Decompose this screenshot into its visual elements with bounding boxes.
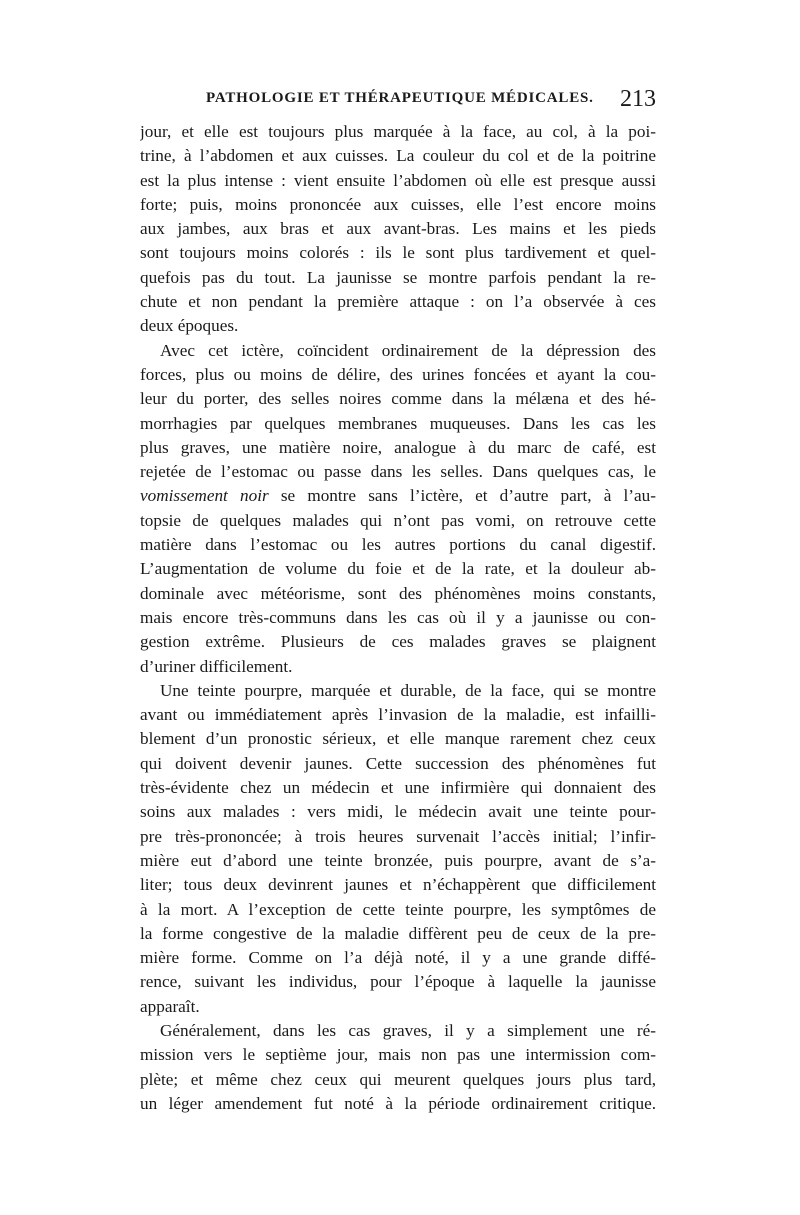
text-line: blement d’un pronostic sérieux, et elle manque rarement chez ceux [140, 729, 656, 749]
text-line: jour, et elle est toujours plus marquée à la face, au col, à la poi- [140, 122, 656, 141]
text-line: dominale avec météorisme, sont des phénomènes moins constants, [140, 583, 656, 603]
text-line: Une teinte pourpre, marquée et durable, de la face, qui se montre [160, 680, 656, 700]
text-line: d’uriner difficilement. [140, 656, 293, 676]
text-line: morrhagies par quelques membranes muqueuses. Dans les cas les [140, 413, 656, 433]
text-line: liter; tous deux devinrent jaunes et n’échappèrent que difficilement [140, 875, 656, 895]
text-line: mission vers le septième jour, mais non pas une intermission com- [140, 1045, 656, 1065]
text-line: la forme congestive de la maladie diffèrent peu de ceux de la pre- [140, 923, 656, 943]
text-line: est la plus intense : vient ensuite l’abdomen où elle est presque aussi [140, 170, 656, 190]
text-line: forces, plus ou moins de délire, des urines foncées et ayant la cou- [140, 364, 656, 384]
text-line: L’augmentation de volume du foie et de la rate, et la douleur ab- [140, 559, 656, 579]
text-line: apparaît. [140, 996, 200, 1016]
text-line: soins aux malades : vers midi, le médecin avait une teinte pour- [140, 802, 656, 822]
text-line: plus graves, une matière noire, analogue à du marc de café, est [140, 437, 656, 457]
text-line: mais encore très-communs dans les cas où il y a jaunisse ou con- [140, 607, 656, 627]
text-line: un léger amendement fut noté à la période ordinairement critique. [140, 1093, 656, 1113]
text-line: qui doivent devenir jaunes. Cette succession des phénomènes fut [140, 753, 656, 773]
text-line: Avec cet ictère, coïncident ordinairement de la dépression des [160, 340, 656, 360]
text-line: deux époques. [140, 316, 239, 336]
text-line: chute et non pendant la première attaque : on l’a observée à ces [140, 292, 656, 312]
text-line: Généralement, dans les cas graves, il y a simplement une ré- [160, 1020, 656, 1040]
page-header [140, 88, 656, 114]
body-text [140, 120, 656, 1116]
text-line: leur du porter, des selles noires comme dans la mélæna et des hé- [140, 389, 656, 409]
text-line: forte; puis, moins prononcée aux cuisses, elle l’est encore moins [140, 194, 656, 214]
text-line: à la mort. A l’exception de cette teinte pourpre, les symptômes de [140, 899, 656, 919]
text-line: rejetée de l’estomac ou passe dans les selles. Dans quelques cas, le [140, 462, 656, 482]
text-line: topsie de quelques malades qui n’ont pas vomi, on retrouve cette [140, 510, 656, 530]
text-line: mière forme. Comme on l’a déjà noté, il y a une grande diffé- [140, 948, 656, 968]
text-line: mière eut d’abord une teinte bronzée, puis pourpre, avant de s’a- [140, 850, 656, 870]
text-line: rence, suivant les individus, pour l’époque à laquelle la jaunisse [140, 972, 656, 992]
text-line: aux jambes, aux bras et aux avant-bras. Les mains et les pieds [140, 219, 656, 239]
text-line: pre très-prononcée; à trois heures survenait l’accès initial; l’infir- [140, 826, 656, 846]
text-line: gestion extrême. Plusieurs de ces malades graves se plaignent [140, 632, 656, 652]
running-title: PATHOLOGIE ET THÉRAPEUTIQUE MÉDICALES. [206, 90, 594, 106]
text-line: matière dans l’estomac ou les autres portions du canal digestif. [140, 535, 656, 555]
text-line: avant ou immédiatement après l’invasion de la maladie, est infailli- [140, 705, 656, 725]
text-line: quefois pas du tout. La jaunisse se montre parfois pendant la re- [140, 267, 656, 287]
text-line: très-évidente chez un médecin et une infirmière qui donnaient des [140, 778, 656, 798]
page-number: 213 [620, 86, 656, 112]
text-line: trine, à l’abdomen et aux cuisses. La couleur du col et de la poitrine [140, 146, 656, 166]
text-line: sont toujours moins colorés : ils le sont plus tardivement et quel- [140, 243, 656, 263]
text-line: vomissement noir se montre sans l’ictère, et d’autre part, à l’au- [140, 486, 656, 506]
text-line: plète; et même chez ceux qui meurent quelques jours plus tard, [140, 1069, 656, 1089]
